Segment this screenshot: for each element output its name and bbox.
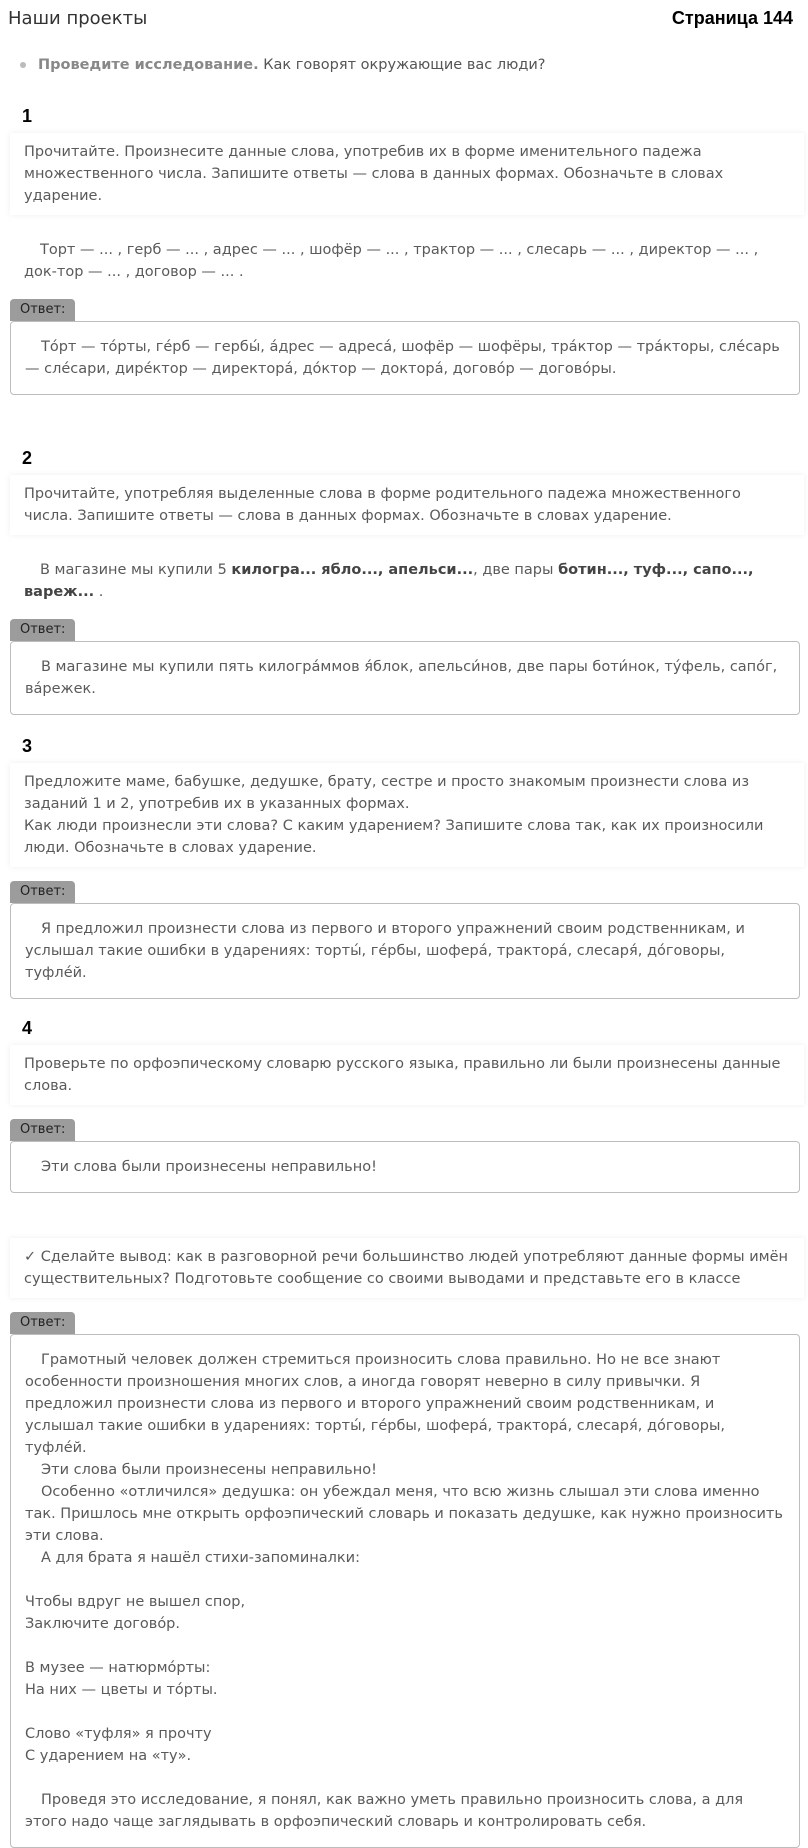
answer-paragraph: Особенно «отличился» дедушка: он убеждал меня, что всю жизнь слышал эти слова именно так. Пришлось мне открыть орфоэпический словарь и показать дедушке, как нужно произносить эти слова. [25, 1484, 783, 1544]
answer-text: То́рт — то́рты, ге́рб — гербы́, а́дрес — адреса́, шофёр — шофёры, тра́ктор — тра́кторы, сле́сарь — сле́сари, дире́ктор — директора́, до́ктор — доктора́, догово́р — догово́ры. [25, 339, 780, 377]
answer-text: Эти слова были произнесены неправильно! [41, 1159, 377, 1175]
answer-label: Ответ: [10, 881, 75, 903]
answer-box [10, 903, 800, 999]
task-3 [10, 736, 800, 999]
verse-line: Заключите догово́р. [25, 1616, 180, 1632]
answer-box [10, 641, 800, 715]
verse-line: В музее — натюрмо́рты: [25, 1660, 211, 1676]
intro-item [20, 57, 790, 73]
answer-label: Ответ: [10, 299, 75, 321]
sample-end: . [94, 584, 104, 600]
task-number: 1 [22, 106, 33, 126]
task-4 [10, 1018, 800, 1193]
intro-text: Как говорят окружающие вас люди? [258, 57, 546, 73]
answer-paragraph: А для брата я нашёл стихи-запоминалки: [41, 1550, 360, 1566]
verse-line: Слово «туфля» я прочту [25, 1726, 212, 1742]
sample-bold-2: ботин..., туф..., сапо..., вареж... [24, 562, 754, 600]
answer-paragraph: Грамотный человек должен стремиться произносить слова правильно. Но не все знают особенности произношения многих слов, а иногда говорят неверно в силу привычки. Я предложил произнести слова из первого и второго упражнений своим родственникам, и услышал такие ошибки в ударениях: торты́, ге́рбы, шофера́, трактора́, слесаря́, до́говоры, туфле́й. [25, 1352, 726, 1456]
answer-label: Ответ: [10, 1119, 75, 1141]
task-text: Прочитайте, употребляя выделенные слова в форме родительного падежа множественного числа. Запишите ответы — слова в данных формах. Обозначьте в словах ударение. [10, 475, 804, 535]
task-sample: Торт — ... , герб — ... , адрес — ... , шофёр — ... , трактор — ... , слесарь — ... , директор — ... , док-тор — ... , договор — ... . [24, 242, 759, 280]
answer-paragraph: Проведя это исследование, я понял, как важно уметь правильно произносить слова, а для этого надо чаще заглядывать в орфоэпический словарь и контролировать себя. [25, 1792, 744, 1830]
answer-box [10, 1334, 800, 1848]
task-1 [10, 106, 800, 395]
task-number: 2 [22, 448, 33, 468]
task-text [10, 763, 804, 867]
answer-box [10, 1141, 800, 1193]
task-text: Прочитайте. Произнесите данные слова, употребив их в форме именительного падежа множественного числа. Запишите ответы — слова в данных формах. Обозначьте в словах ударение. [10, 133, 804, 215]
answer-text: В магазине мы купили пять килогра́ммов я́блок, апельси́нов, две пары боти́нок, ту́фель, сапо́г, ва́режек. [25, 659, 778, 697]
task-text-line-1: Предложите маме, бабушке, дедушке, брату, сестре и просто знакомым произнести слова из заданий 1 и 2, употребив их в указанных формах. [24, 774, 750, 812]
answer-box [10, 321, 800, 395]
task-number: 3 [22, 736, 33, 756]
conclusion [10, 1232, 800, 1848]
task-number: 4 [22, 1018, 33, 1038]
task-sample [10, 551, 800, 611]
intro-bold: Проведите исследование. [38, 57, 259, 73]
task-2 [10, 448, 800, 715]
sample-bold-1: килогра... ябло..., апельси... [231, 562, 474, 578]
verse-line: На них — цветы и то́рты. [25, 1682, 218, 1698]
verse-line: Чтобы вдруг не вышел спор, [25, 1594, 246, 1610]
answer-text: Я предложил произнести слова из первого и второго упражнений своим родственникам, и услышал такие ошибки в ударениях: торты́, ге́рбы, шофера́, трактора́, слесаря́, до́говоры, туфле́й. [25, 921, 745, 981]
verse-line: С ударением на «ту». [25, 1748, 192, 1764]
section-title: Наши проекты [8, 8, 148, 29]
task-text: Проверьте по орфоэпическому словарю русского языка, правильно ли были произнесены данные слова. [10, 1045, 804, 1105]
answer-label: Ответ: [10, 1312, 75, 1334]
conclusion-text: ✓ Сделайте вывод: как в разговорной речи большинство людей употребляют данные формы имён существительных? Подготовьте сообщение со своими выводами и представьте его в классе [10, 1238, 804, 1298]
task-text-line-2: Как люди произнесли эти слова? С каким ударением? Запишите слова так, как их произносили люди. Обозначьте в словах ударение. [24, 818, 764, 856]
page-number: Страница 144 [671, 8, 793, 28]
sample-mid: , две пары [473, 562, 559, 578]
answer-label: Ответ: [10, 619, 75, 641]
sample-pre: В магазине мы купили 5 [40, 562, 232, 578]
bullet-icon [20, 62, 26, 68]
answer-paragraph: Эти слова были произнесены неправильно! [41, 1462, 377, 1478]
